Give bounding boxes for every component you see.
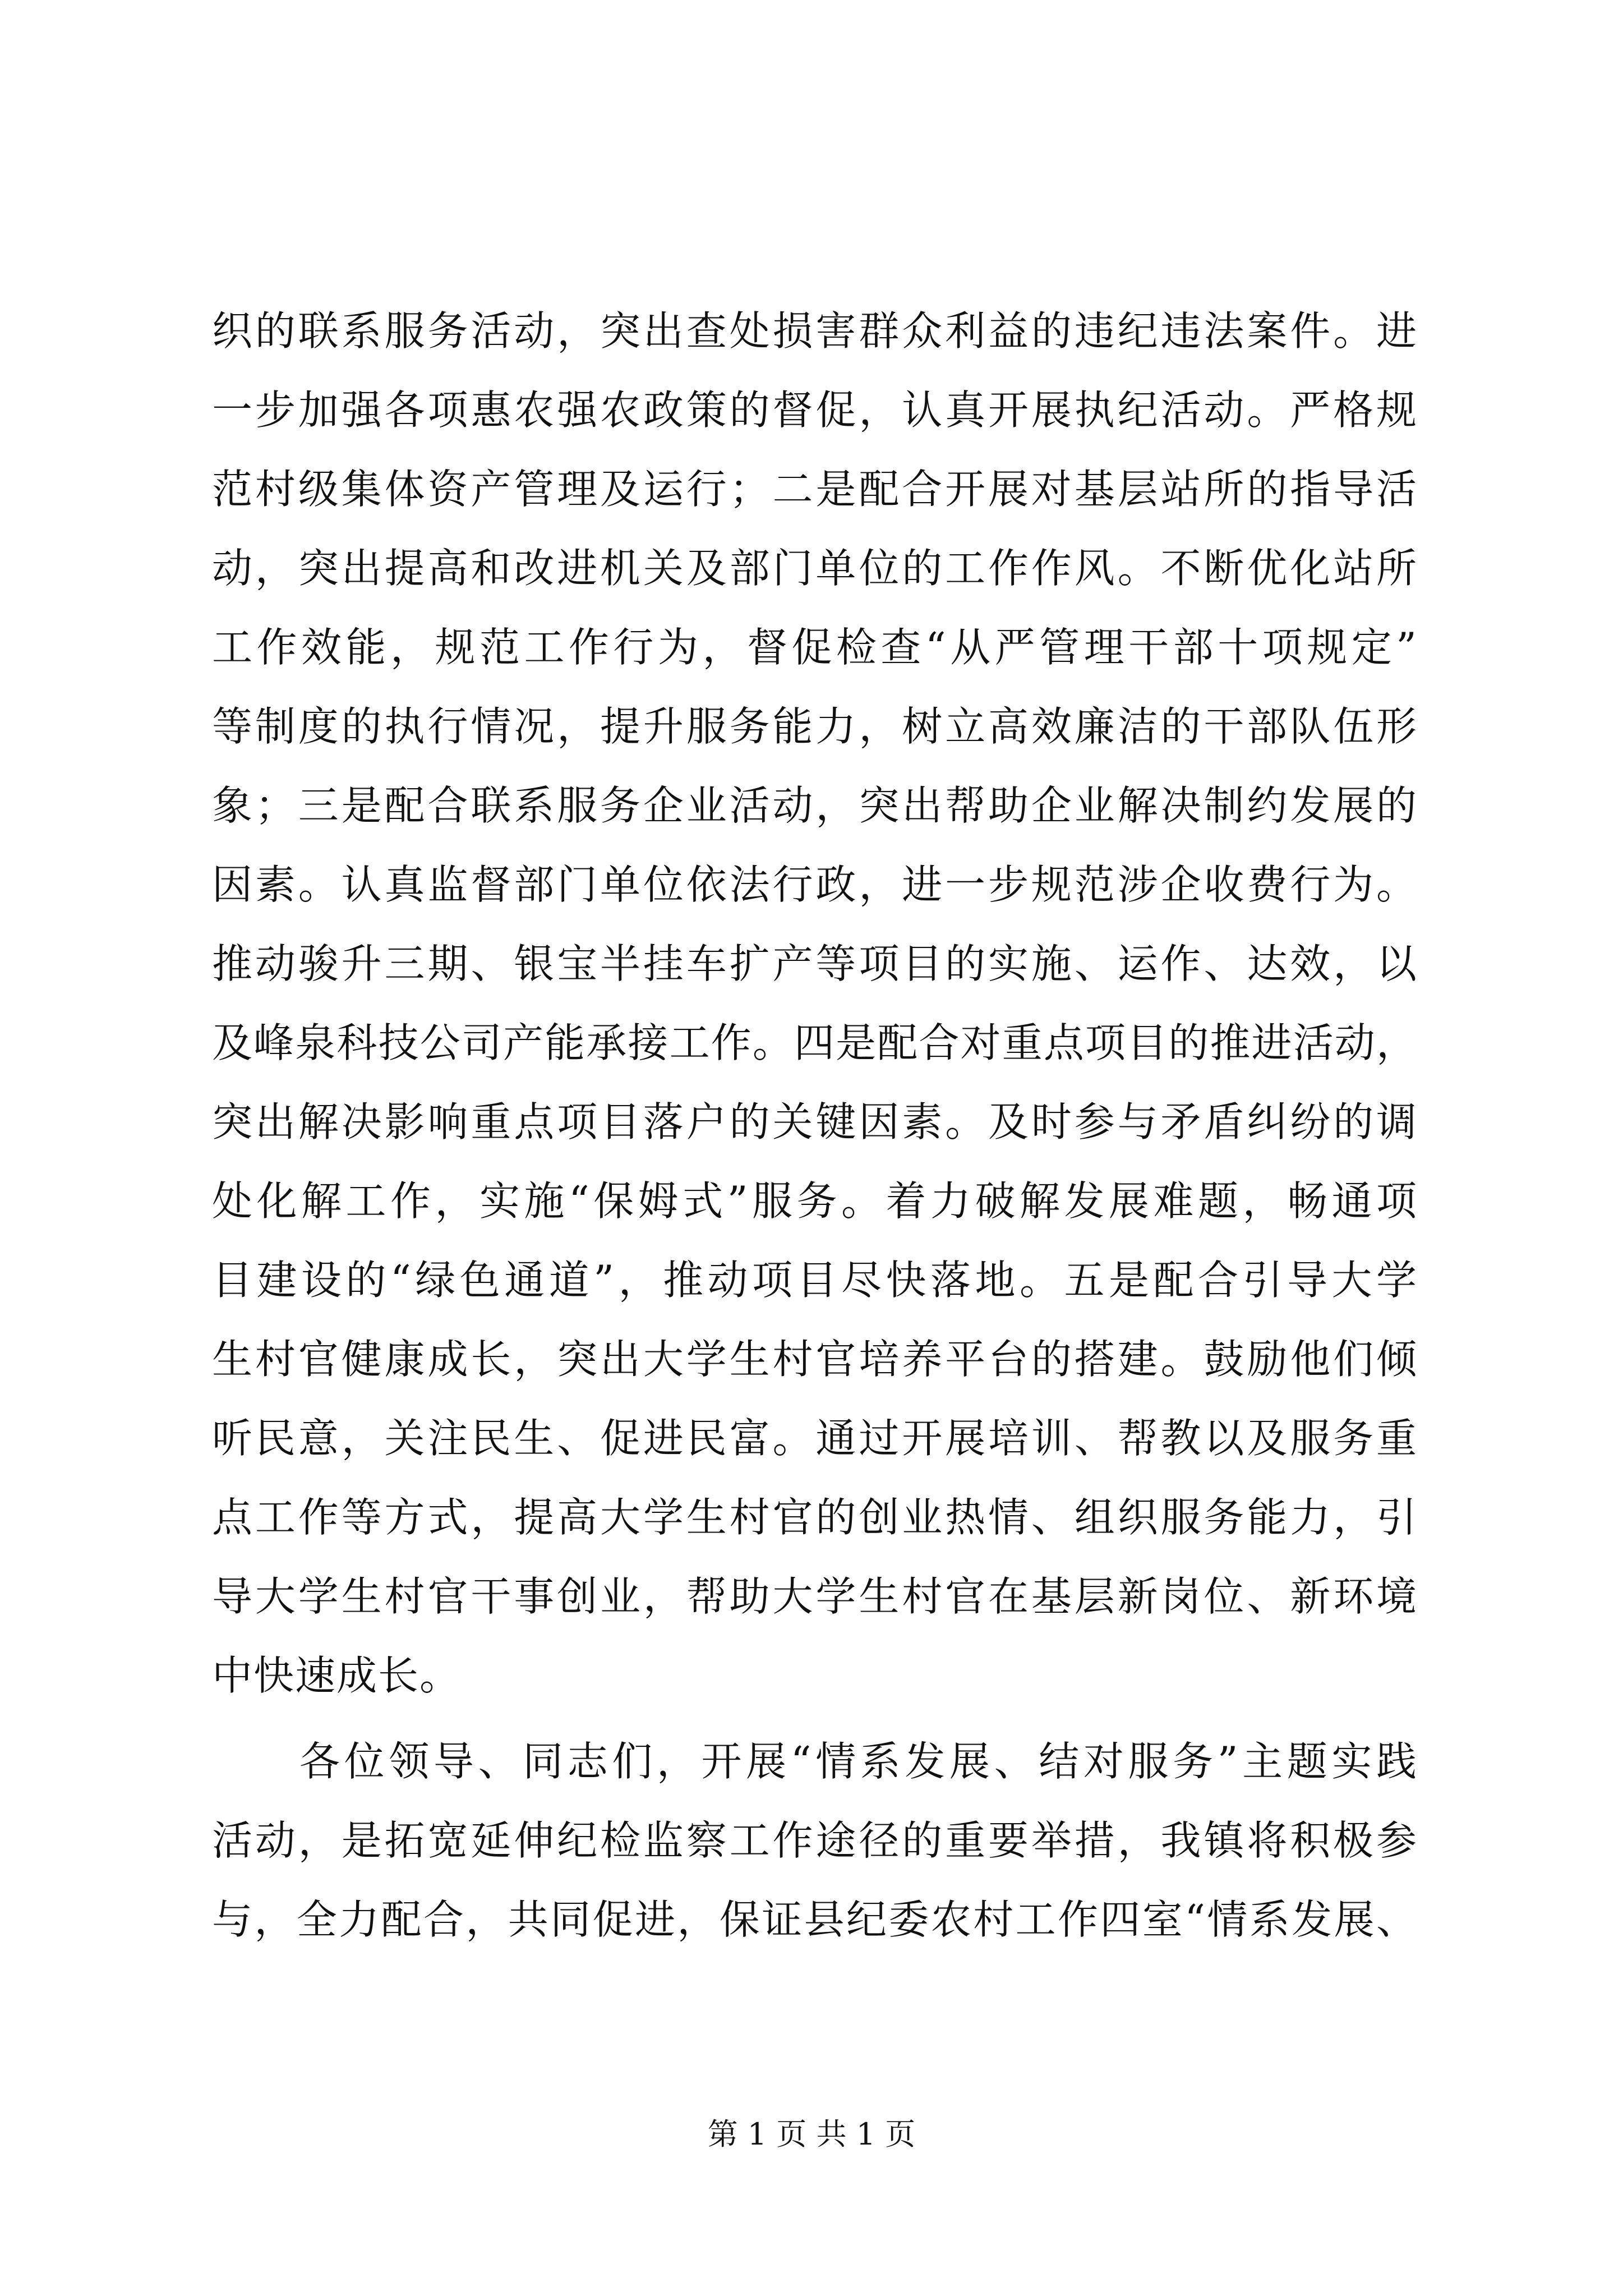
text-line: 中快速成长。	[212, 1652, 462, 1699]
text-line: 织的联系服务活动，突出查处损害群众利益的违纪违法案件。进	[212, 307, 1418, 355]
text-line: 及峰泉科技公司产能承接工作。四是配合对重点项目的推进活动，	[212, 1019, 1418, 1066]
text-line: 各位领导、同志们，开展“情系发展、结对服务”主题实践	[299, 1738, 1418, 1785]
text-line: 处化解工作，实施“保姆式”服务。着力破解发展难题，畅通项	[212, 1177, 1418, 1225]
text-line: 与，全力配合，共同促进，保证县纪委农村工作四室“情系发展、	[212, 1896, 1418, 1943]
paragraph-2	[212, 1722, 1418, 1959]
text-line: 象；三是配合联系服务企业活动，突出帮助企业解决制约发展的	[212, 782, 1418, 829]
text-line: 因素。认真监督部门单位依法行政，进一步规范涉企收费行为。	[212, 861, 1418, 908]
text-line: 等制度的执行情况，提升服务能力，树立高效廉洁的干部队伍形	[212, 703, 1418, 750]
page-footer	[0, 2115, 1623, 2154]
text-line: 导大学生村官干事创业，帮助大学生村官在基层新岗位、新环境	[212, 1573, 1418, 1620]
paragraph-1	[212, 292, 1418, 1715]
text-line: 目建设的“绿色通道”，推动项目尽快落地。五是配合引导大学	[212, 1257, 1418, 1304]
text-line: 突出解决影响重点项目落户的关键因素。及时参与矛盾纠纷的调	[212, 1098, 1418, 1145]
document-body	[212, 292, 1418, 1959]
text-line: 工作效能，规范工作行为，督促检查“从严管理干部十项规定”	[212, 624, 1418, 671]
text-line: 动，突出提高和改进机关及部门单位的工作作风。不断优化站所	[212, 545, 1418, 592]
page-number-label: 第 1 页 共 1 页	[707, 2116, 916, 2152]
text-line: 推动骏升三期、银宝半挂车扩产等项目的实施、运作、达效，以	[212, 940, 1418, 987]
paragraph-spacer	[212, 1715, 1418, 1722]
text-line: 一步加强各项惠农强农政策的督促，认真开展执纪活动。严格规	[212, 386, 1418, 434]
text-line: 点工作等方式，提高大学生村官的创业热情、组织服务能力，引	[212, 1494, 1418, 1541]
text-line: 活动，是拓宽延伸纪检监察工作途径的重要举措，我镇将积极参	[212, 1817, 1418, 1864]
text-line: 生村官健康成长，突出大学生村官培养平台的搭建。鼓励他们倾	[212, 1336, 1418, 1383]
text-line: 范村级集体资产管理及运行；二是配合开展对基层站所的指导活	[212, 466, 1418, 513]
text-line: 听民意，关注民生、促进民富。通过开展培训、帮教以及服务重	[212, 1415, 1418, 1462]
